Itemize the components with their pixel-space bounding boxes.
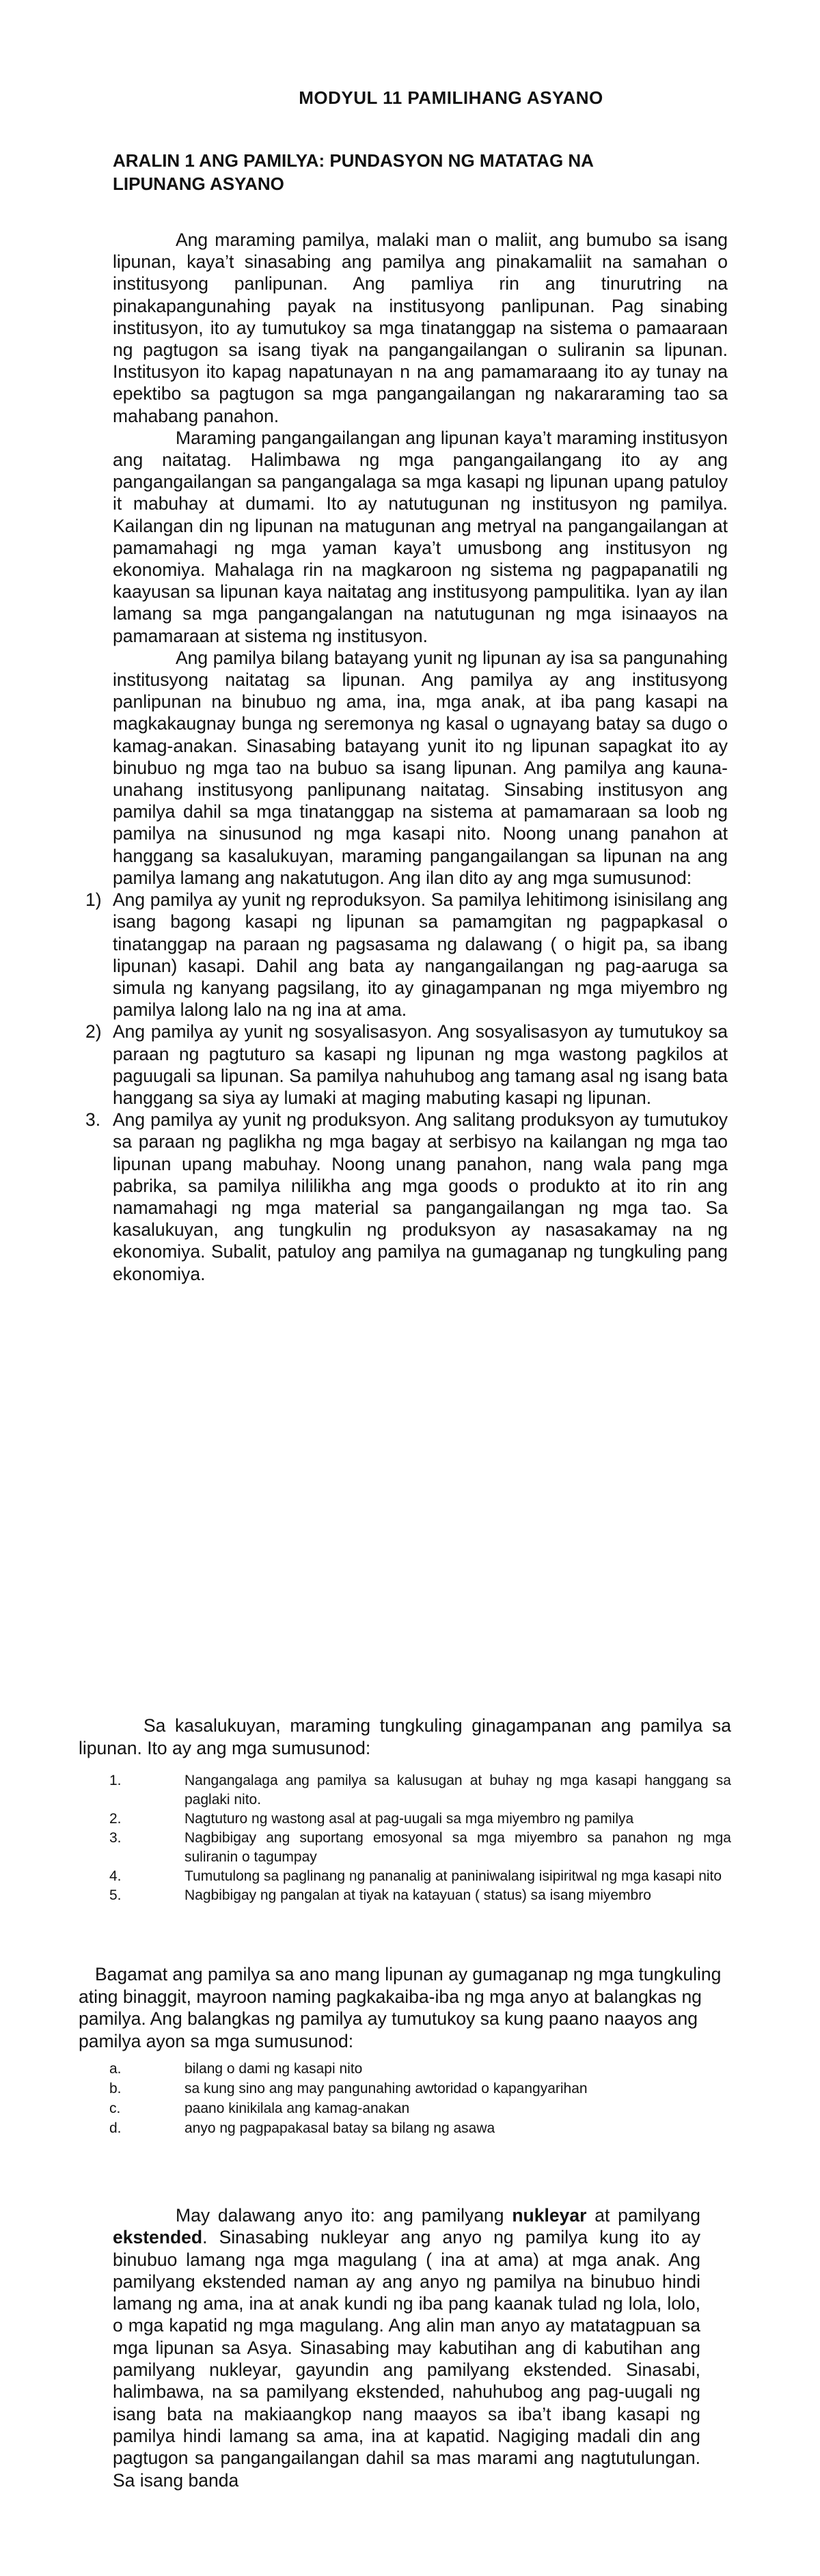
list-item — [109, 2059, 711, 2079]
list-text: anyo ng pagpapakasal batay sa bilang ng asawa — [184, 2120, 495, 2136]
roles-list — [109, 1771, 731, 1905]
family-types-block — [113, 2204, 700, 2491]
list-number: 3. — [85, 1109, 101, 1131]
list-item — [85, 889, 728, 1021]
structure-intro: Bagamat ang pamilya sa ano mang lipunan ay gumaganap ng mga tungkuling ating binaggit, mayroon naming pagkakaiba-iba ng mga anyo at balangkas ng pamilya. Ang balangkas ng pamilya ay tumutukoy sa kung paano naayos ang pamilya ayon sa mga sumusunod: — [79, 1964, 722, 2051]
structure-intro-block — [79, 1963, 731, 2052]
paragraph-2: Maraming pangangailangan ang lipunan kaya’t maraming institusyon ang naitatag. Halimbawa ng mga pangangailangang ito ay ang pangangailangan sa pangangalaga sa mga kasapi ng lipunan upang patuloy it mabuhay at dumami. Ito ay natutugunan ng institusyon ng pamilya. Kailangan din ng lipunan na matugunan ang metryal na pangangailangan at pamamahagi ng mga yaman kaya’t umusbong ang institusyon ng ekonomiya. Mahalaga rin na magkaroon ng sistema ng pagpapanatili ng kaayusan sa lipunan kaya naitatag ang institusyong pampulitika. Iyan ay ilan lamang sa mga pangangalangan na natutugunan ng mga isinaayos na pamamaraan at sistema ng institusyon. — [113, 427, 728, 646]
paragraph-3: Ang pamilya bilang batayang yunit ng lipunan ay isa sa pangunahing institusyong naitatag sa lipunan. Ang pamilya ay ang institusyong panlipunan na binubuo ng ama, ina, mga anak, at iba pang kasapi na magkakaugnay bunga ng seremonya ng kasal o ugnayang batay sa dugo o kamag-anakan. Sinasabing batayang yunit ito ng lipunan sapagkat ito ay binubuo ng mga tao na bubuo sa isang lipunan. Ang pamilya ang kauna-unahang institusyong panlipunang naitatag. Sinsabing institusyon ang pamilya dahil sa mga tinatanggap na sistema at pamamaraan sa loob ng pamilya na sinusunod ng mga kasapi nito. Noong unang panahon at hanggang sa kasalukuyan, maraming pangangailangan sa lipunan na ang pamilya lamang ang nakatutugon. Ang ilan dito ay ang mga sumusunod: — [113, 647, 728, 888]
list-text: Ang pamilya ay yunit ng produksyon. Ang salitang produksyon ay tumutukoy sa paraan ng paglikha ng mga bagay at serbisyo na kailangan ng mga tao lipunan upang mabuhay. Noong unang panahon, nang wala pang mga pabrika, sa pamilya nililikha ang mga goods o produkto at ito rin ang namamahagi ng mga material sa pangangailangan ng mga tao. Sa kasalukuyan, ang tungkulin ng produksyon ay nasasakamay na ng ekonomiya. Subalit, patuloy ang pamilya na gumaganap ng tungkuling pang ekonomiya. — [113, 1109, 728, 1284]
module-title: MODYUL 11 PAMILIHANG ASYANO — [299, 87, 603, 108]
list-number: 4. — [109, 1868, 122, 1884]
list-text: Nangangalaga ang pamilya sa kalusugan at buhay ng mga kasapi hanggang sa paglaki nito. — [184, 1773, 731, 1808]
paragraph-1: Ang maraming pamilya, malaki man o maliit, ang bumubo sa isang lipunan, kaya’t sinasabing ang pamilya ang pinakamaliit na samahan o institusyong panlipunan. Ang pamliya rin ang tinurutring na pinakapangunahing payak na institusyong panlipunan. Pag sinabing institusyon, ito ay tumutukoy sa mga tinatanggap na sistema o pamaaraan ng pagtugon sa isang tiyak na pangangailangan o suliranin sa lipunan. Institusyon ito kapag napatunayan n na ang pamamaraang ito ay tunay na epektibo sa pagtugon sa mga pangangailangan ng nakararaming tao sa mahabang panahon. — [113, 230, 728, 426]
list-text: Tumutulong sa paglinang ng pananalig at paniniwalang isipiritwal ng mga kasapi nito — [184, 1868, 722, 1884]
list-letter: d. — [109, 2120, 122, 2136]
list-item — [109, 1771, 731, 1810]
list-number: 5. — [109, 1887, 122, 1903]
list-item — [85, 1021, 728, 1109]
list-text: sa kung sino ang may pangunahing awtoridad o kapangyarihan — [184, 2081, 588, 2096]
list-item — [109, 2118, 711, 2138]
list-letter: c. — [109, 2101, 121, 2116]
list-number: 2) — [85, 1021, 102, 1042]
list-text: Nagtuturo ng wastong asal at pag-uugali sa mga miyembro ng pamilya — [184, 1811, 634, 1827]
list-text: bilang o dami ng kasapi nito — [184, 2061, 363, 2077]
list-text: Ang pamilya ay yunit ng sosyalisasyon. Ang sosyalisasyon ay tumutukoy sa paraan ng pagtuturo sa kasapi ng lipunan ng mga wastong pagkilos at paguugali sa lipunan. Sa pamilya nahuhubog ang tamang asal ng isang bata hanggang sa siya ay lumaki at maging mabuting kasapi ng lipunan. — [113, 1021, 728, 1108]
structure-list — [109, 2059, 711, 2138]
list-text: Ang pamilya ay yunit ng reproduksyon. Sa pamilya lehitimong isinisilang ang isang bagong kasapi ng lipunan sa pamamgitan ng pagpapkasal o tinatanggap na paraan ng pagsasama ng dalawang ( o higit pa, sa ibang lipunan) kasapi. Dahil ang bata ay nangangailangan ng pag-aaruga sa simula ng kanyang pagsilang, ito ay ginagampanan ng mga miyembro ng pamilya lalong lalo na ng ina at ama. — [113, 889, 728, 1021]
list-item — [109, 1886, 731, 1905]
list-item — [109, 1810, 731, 1829]
roles-intro: Sa kasalukuyan, maraming tungkuling ginagampanan ang pamilya sa lipunan. Ito ay ang mga sumusunod: — [79, 1715, 731, 1758]
list-item — [109, 1829, 731, 1867]
text-segment: May dalawang anyo ito: ang pamilyang — [176, 2205, 504, 2226]
family-functions-list — [85, 889, 728, 1285]
list-letter: b. — [109, 2081, 122, 2096]
list-text: Nagbibigay ng pangalan at tiyak na katayuan ( status) sa isang miyembro — [184, 1887, 651, 1903]
text-segment: . Sinasabing nukleyar ang anyo ng pamilya kung ito ay binubuo lamang nga mga magulang ( ina at ama) at mga anak. Ang pamilyang ekstended naman ay ang anyo ng pamilya na binubuo hindi lamang ng ama, ina at anak kundi ng iba pang kaanak tulad ng lola, lolo, o mga kapatid ng mga magulang. Ang alin man anyo ay matatagpuan sa mga lipunan sa Asya. Sinasabing may kabutihan ang di kabutihan ang pamilyang nukleyar, gayundin ang pamilyang ekstended. Sinasabi, halimbawa, na sa pamilyang ekstended, nahuhubog ang pag-uugali ng isang bata na makiaangkop nang maayos sa iba’t ibang kasapi ng pamilya hindi lamang sa ama, ina at kapatid. Nagiging madali din ang pagtugon sa pangangailangan dahil sa mas marami ang nagtutulungan. Sa isang banda — [113, 2227, 700, 2491]
list-text: Nagbibigay ang suportang emosyonal sa mga miyembro sa panahon ng mga suliranin o tagumpay — [184, 1830, 731, 1865]
list-number: 1) — [85, 889, 102, 911]
lesson-title: ARALIN 1 ANG PAMILYA: PUNDASYON NG MATATAG NA LIPUNANG ASYANO — [113, 150, 593, 194]
term-ekstended: ekstended — [113, 2227, 203, 2248]
roles-intro-block — [79, 1715, 731, 1760]
term-nukleyar: nukleyar — [512, 2205, 587, 2226]
list-item — [85, 1109, 728, 1285]
list-letter: a. — [109, 2061, 122, 2077]
family-types-paragraph — [113, 2204, 700, 2491]
list-text: paano kinikilala ang kamag-anakan — [184, 2101, 410, 2116]
list-item — [109, 2079, 711, 2099]
text-segment: at pamilyang — [594, 2205, 700, 2226]
list-item — [109, 2099, 711, 2118]
list-number: 3. — [109, 1830, 122, 1846]
list-number: 2. — [109, 1811, 122, 1827]
main-body — [85, 229, 728, 1285]
list-number: 1. — [109, 1773, 122, 1788]
list-item — [109, 1867, 731, 1886]
